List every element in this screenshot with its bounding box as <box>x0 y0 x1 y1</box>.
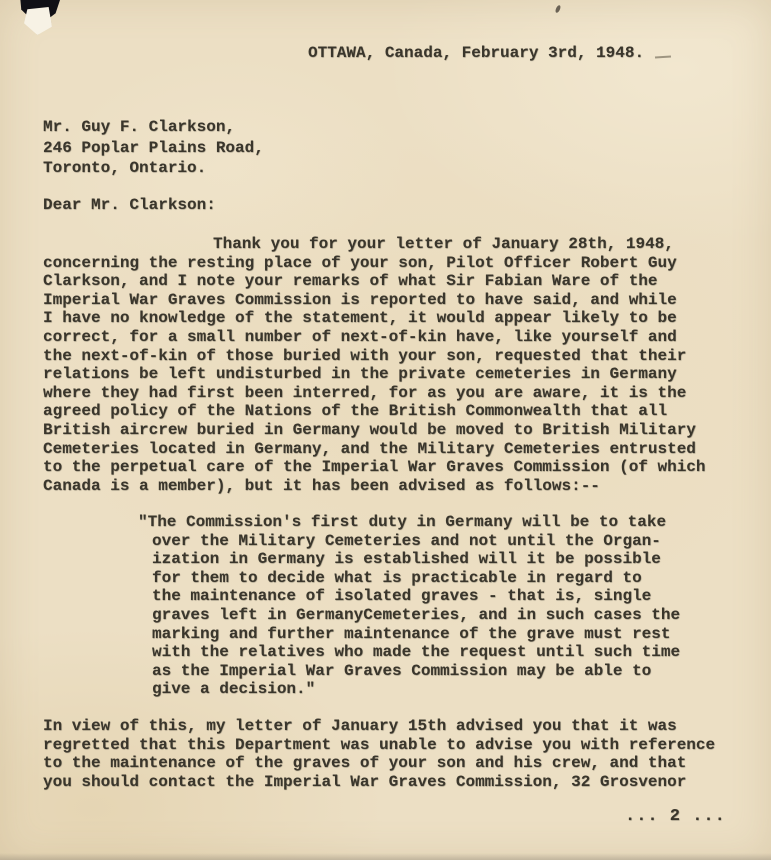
text-line: marking and further maintenance of the grave must rest <box>152 624 671 643</box>
text-line: I have no knowledge of the statement, it would appear likely to be <box>43 309 677 328</box>
text-line: with the relatives who made the request until such time <box>152 643 681 662</box>
text-line: to the perpetual care of the Imperial War Graves Commission (of which <box>43 458 706 477</box>
text-line: Mr. Guy F. Clarkson, <box>43 118 236 136</box>
text-line: relations be left undisturbed in the private cemeteries in Germany <box>43 365 677 384</box>
text-line: for them to decide what is practicable in regard to <box>152 568 642 587</box>
text-line: concerning the resting place of your son, Pilot Officer Robert Guy <box>43 253 677 272</box>
text-line: Toronto, Ontario. <box>43 159 207 177</box>
text-line: graves left in GermanyCemeteries, and in such cases the <box>152 605 681 624</box>
text-line: you should contact the Imperial War Graves Commission, 32 Grosvenor <box>43 772 687 791</box>
blockquote-commission-statement <box>138 513 681 699</box>
text-line: as the Imperial War Graves Commission may be able to <box>152 661 652 680</box>
body-paragraph-1 <box>43 235 706 495</box>
scan-bottom-edge <box>0 853 771 860</box>
text-line: British aircrew buried in Germany would be moved to British Military <box>43 420 696 439</box>
page-number-marker: ... 2 ... <box>625 807 726 826</box>
text-line: where they had first been interred, for as you are aware, it is the <box>43 383 687 402</box>
text-line: 246 Poplar Plains Road, <box>43 138 264 157</box>
recipient-address-block <box>43 117 264 179</box>
text-line: Clarkson, and I note your remarks of what Sir Fabian Ware of the <box>43 272 658 291</box>
text-line: the next-of-kin of those buried with your son, requested that their <box>43 346 687 365</box>
dateline: OTTAWA, Canada, February 3rd, 1948. <box>308 44 645 62</box>
text-line: Cemeteries located in Germany, and the Military Cemeteries entrusted <box>43 439 696 458</box>
text-line: agreed policy of the Nations of the British Commonwealth that all <box>43 402 668 421</box>
pencil-dash-mark <box>655 55 671 58</box>
text-line: Canada is a member), but it has been advised as follows:-- <box>43 476 600 495</box>
body-paragraph-2 <box>43 717 715 791</box>
salutation: Dear Mr. Clarkson: <box>43 196 216 214</box>
text-line: give a decision." <box>152 680 316 699</box>
text-line: the maintenance of isolated graves - that is, single <box>152 587 652 606</box>
text-line: over the Military Cemeteries and not until the Organ- <box>152 531 661 550</box>
text-line: In view of this, my letter of January 15th advised you that it was <box>43 717 677 735</box>
text-line: "The Commission's first duty in Germany will be to take <box>138 513 667 531</box>
text-line: Imperial War Graves Commission is reported to have said, and while <box>43 290 677 309</box>
text-line: to the maintenance of the graves of your son and his crew, and that <box>43 754 687 773</box>
torn-corner-paper-fold <box>24 7 52 35</box>
text-line: regretted that this Department was unable to advise you with reference <box>43 735 716 754</box>
text-line: Thank you for your letter of January 28th, 1948, <box>213 235 674 253</box>
text-line: correct, for a small number of next-of-kin have, like yourself and <box>43 327 677 346</box>
text-line: ization in Germany is established will it be possible <box>152 550 661 569</box>
ink-speck <box>555 5 561 14</box>
